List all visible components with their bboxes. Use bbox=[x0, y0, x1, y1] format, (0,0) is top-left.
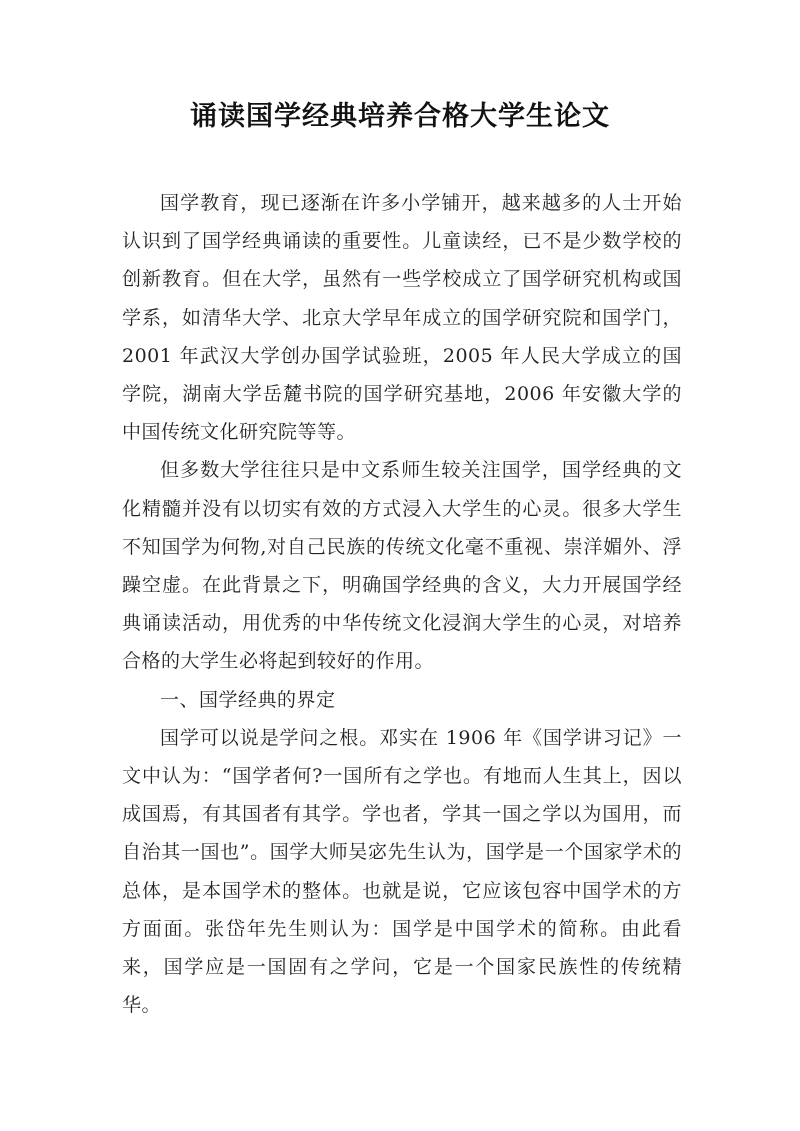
document-title: 诵读国学经典培养合格大学生论文 bbox=[190, 101, 610, 132]
paragraph-definition: 国学可以说是学问之根。邓实在 1906 年《国学讲习记》一文中认为：“国学者何?一国所有之学也。有地而人生其上，因以成国焉，有其国者有其学。学也者，学其一国之学以为国用，而自治其一国也”。国学大师吴宓先生认为，国学是一个国家学术的总体，是本国学术的整体。也就是说，它应该包容中国学术的方方面面。张岱年先生则认为：国学是中国学术的简称。由此看来，国学应是一国固有之学问，它是一个国家民族性的传统精华。 bbox=[122, 726, 682, 1017]
paragraph-background: 但多数大学往往只是中文系师生较关注国学，国学经典的文化精髓并没有以切实有效的方式浸入大学生的心灵。很多大学生不知国学为何物,对自己民族的传统文化毫不重视、崇洋媚外、浮躁空虚。在此背景之下，明确国学经典的含义，大力开展国学经典诵读活动，用优秀的中华传统文化浸润大学生的心灵，对培养合格的大学生必将起到较好的作用。 bbox=[122, 459, 682, 673]
paragraph-intro: 国学教育，现已逐渐在许多小学铺开，越来越多的人士开始认识到了国学经典诵读的重要性。儿童读经，已不是少数学校的创新教育。但在大学，虽然有一些学校成立了国学研究机构或国学系，如清华大学、北京大学早年成立的国学研究院和国学门，2001 年武汉大学创办国学试验班，2005 年人民大学成立的国学院，湖南大学岳麓书院的国学研究基地，2006 年安徽大学的中国传统文化研究院等等。 bbox=[122, 192, 682, 444]
document-body bbox=[122, 184, 682, 1024]
section-heading: 一、国学经典的界定 bbox=[160, 688, 336, 711]
